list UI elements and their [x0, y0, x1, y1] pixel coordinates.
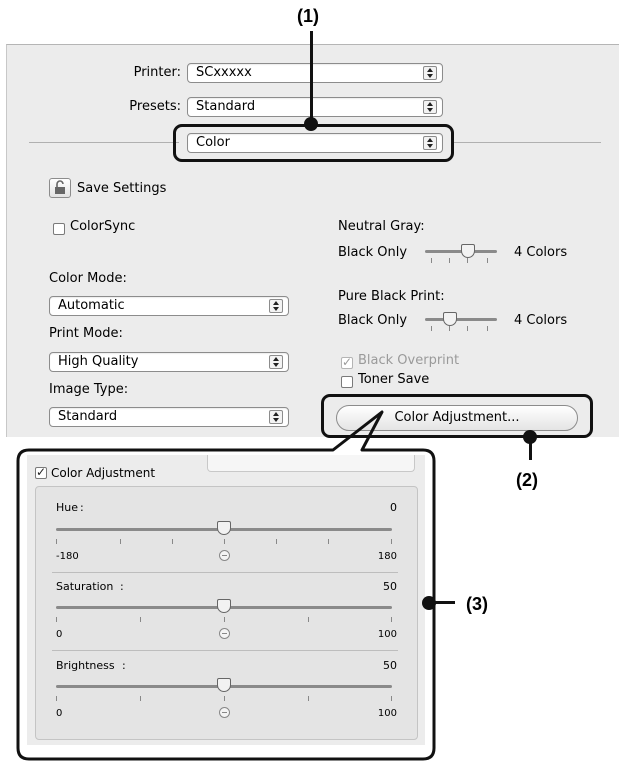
- color-adjustment-button[interactable]: Color Adjustment...: [336, 405, 578, 431]
- callout-2-label: (2): [516, 470, 538, 490]
- print-mode-label: Print Mode:: [49, 326, 123, 341]
- printer-label: Printer:: [133, 65, 181, 80]
- neutral-gray-label: Neutral Gray:: [338, 219, 425, 234]
- toner-save-label: Toner Save: [358, 372, 430, 387]
- pure-black-right-label: 4 Colors: [514, 313, 568, 328]
- neutral-gray-right-label: 4 Colors: [514, 245, 568, 260]
- black-overprint-label: Black Overprint: [358, 353, 460, 368]
- color-adjustment-checkbox-label: Color Adjustment: [51, 466, 156, 480]
- image-type-value: Standard: [58, 409, 118, 424]
- colorsync-label: ColorSync: [70, 219, 136, 234]
- color-mode-label: Color Mode:: [49, 271, 127, 286]
- panel-value: Color: [196, 135, 230, 150]
- hue-min: -180: [56, 551, 79, 562]
- image-type-label: Image Type:: [49, 382, 129, 397]
- saturation-min: 0: [56, 629, 63, 640]
- neutral-gray-left-label: Black Only: [338, 245, 408, 260]
- callout-3-leader: [429, 601, 455, 604]
- pure-black-left-label: Black Only: [338, 313, 408, 328]
- brightness-min: 0: [56, 708, 63, 719]
- brightness-max: 100: [377, 708, 397, 719]
- presets-value: Standard: [196, 99, 256, 114]
- brightness-value: 50: [383, 659, 397, 672]
- hue-value: 0: [390, 501, 397, 514]
- save-settings-label: Save Settings: [77, 181, 167, 196]
- callout-3-frame: [18, 412, 434, 759]
- presets-label: Presets:: [129, 99, 181, 114]
- hue-label: Hue: [56, 501, 79, 514]
- label-colon: :: [122, 659, 126, 672]
- brightness-label: Brightness: [56, 659, 115, 672]
- callout-1-label: (1): [297, 6, 319, 26]
- saturation-value: 50: [383, 580, 397, 593]
- saturation-max: 100: [377, 629, 397, 640]
- pure-black-label: Pure Black Print:: [338, 289, 445, 304]
- hue-max: 180: [377, 551, 397, 562]
- print-mode-value: High Quality: [58, 354, 139, 369]
- label-colon: :: [80, 501, 84, 514]
- callout-3-label: (3): [466, 594, 488, 614]
- saturation-label: Saturation: [56, 580, 114, 593]
- label-colon: :: [120, 580, 124, 593]
- color-mode-value: Automatic: [58, 298, 125, 313]
- printer-value: SCxxxxx: [196, 65, 252, 80]
